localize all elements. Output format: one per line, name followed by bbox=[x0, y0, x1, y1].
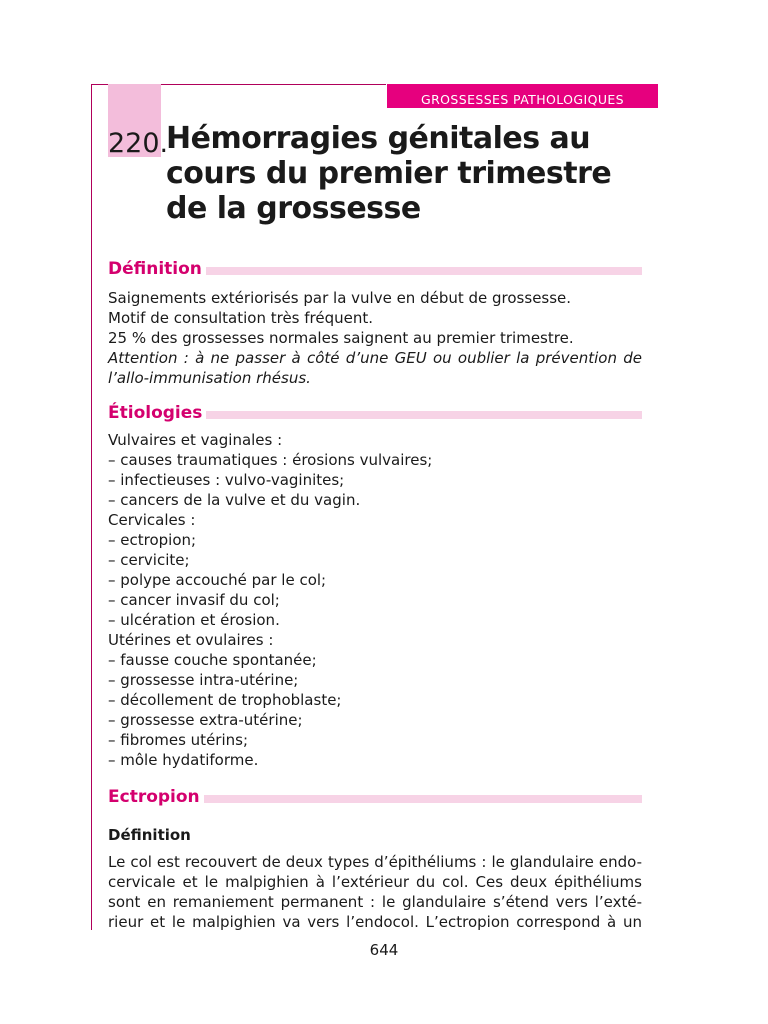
list-item: – grossesse intra-utérine; bbox=[108, 671, 299, 689]
subheading-definition: Définition bbox=[108, 826, 191, 844]
list-item: – cancer invasif du col; bbox=[108, 591, 280, 609]
page-number: 644 bbox=[369, 941, 399, 959]
list-item: – causes traumatiques : érosions vulvaires; bbox=[108, 451, 433, 469]
chapter-number: 220. bbox=[108, 128, 169, 159]
list-item: – infectieuses : vulvo-vaginites; bbox=[108, 471, 345, 489]
section-heading-definition: Définition bbox=[108, 259, 206, 279]
text-line: 25 % des grossesses normales saignent au premier trimestre. bbox=[108, 329, 574, 347]
text-line: cervicale et le malpighien à l’extérieur du col. Ces deux épithéliums bbox=[108, 873, 642, 891]
section-heading-ectropion: Ectropion bbox=[108, 787, 204, 807]
list-item: – fausse couche spontanée; bbox=[108, 651, 317, 669]
etiologies-list bbox=[108, 430, 642, 770]
title-line: de la grossesse bbox=[166, 191, 421, 226]
text-line: Le col est recouvert de deux types d’épithéliums : le glandulaire endo- bbox=[108, 853, 642, 871]
text-line: sont en remaniement permanent : le glandulaire s’étend vers l’exté- bbox=[108, 893, 642, 911]
list-item: – polype accouché par le col; bbox=[108, 571, 327, 589]
title-line: Hémorragies génitales au bbox=[166, 121, 591, 156]
text-line-italic: l’allo-immunisation rhésus. bbox=[108, 369, 311, 387]
text-line: Saignements extériorisés par la vulve en début de grossesse. bbox=[108, 289, 572, 307]
page-title bbox=[166, 121, 646, 226]
title-line: cours du premier trimestre bbox=[166, 156, 612, 191]
definition-text bbox=[108, 288, 642, 388]
list-item: Utérines et ovulaires : bbox=[108, 631, 274, 649]
section-heading-etiologies: Étiologies bbox=[108, 403, 206, 423]
section-banner: GROSSESSES PATHOLOGIQUES bbox=[387, 84, 658, 108]
text-line: rieur et le malpighien va vers l’endocol. L’ectropion correspond à un bbox=[108, 913, 642, 931]
list-item: – ectropion; bbox=[108, 531, 197, 549]
list-item: – cervicite; bbox=[108, 551, 190, 569]
list-item: – grossesse extra-utérine; bbox=[108, 711, 303, 729]
list-item: – fibromes utérins; bbox=[108, 731, 249, 749]
ectropion-text bbox=[108, 852, 642, 932]
text-line-italic: Attention : à ne passer à côté d’une GEU ou oublier la prévention de bbox=[108, 349, 642, 367]
list-item: Cervicales : bbox=[108, 511, 196, 529]
list-item: Vulvaires et vaginales : bbox=[108, 431, 283, 449]
list-item: – môle hydatiforme. bbox=[108, 751, 259, 769]
left-margin-rule bbox=[91, 84, 92, 930]
list-item: – ulcération et érosion. bbox=[108, 611, 280, 629]
list-item: – décollement de trophoblaste; bbox=[108, 691, 342, 709]
list-item: – cancers de la vulve et du vagin. bbox=[108, 491, 361, 509]
text-line: Motif de consultation très fréquent. bbox=[108, 309, 374, 327]
